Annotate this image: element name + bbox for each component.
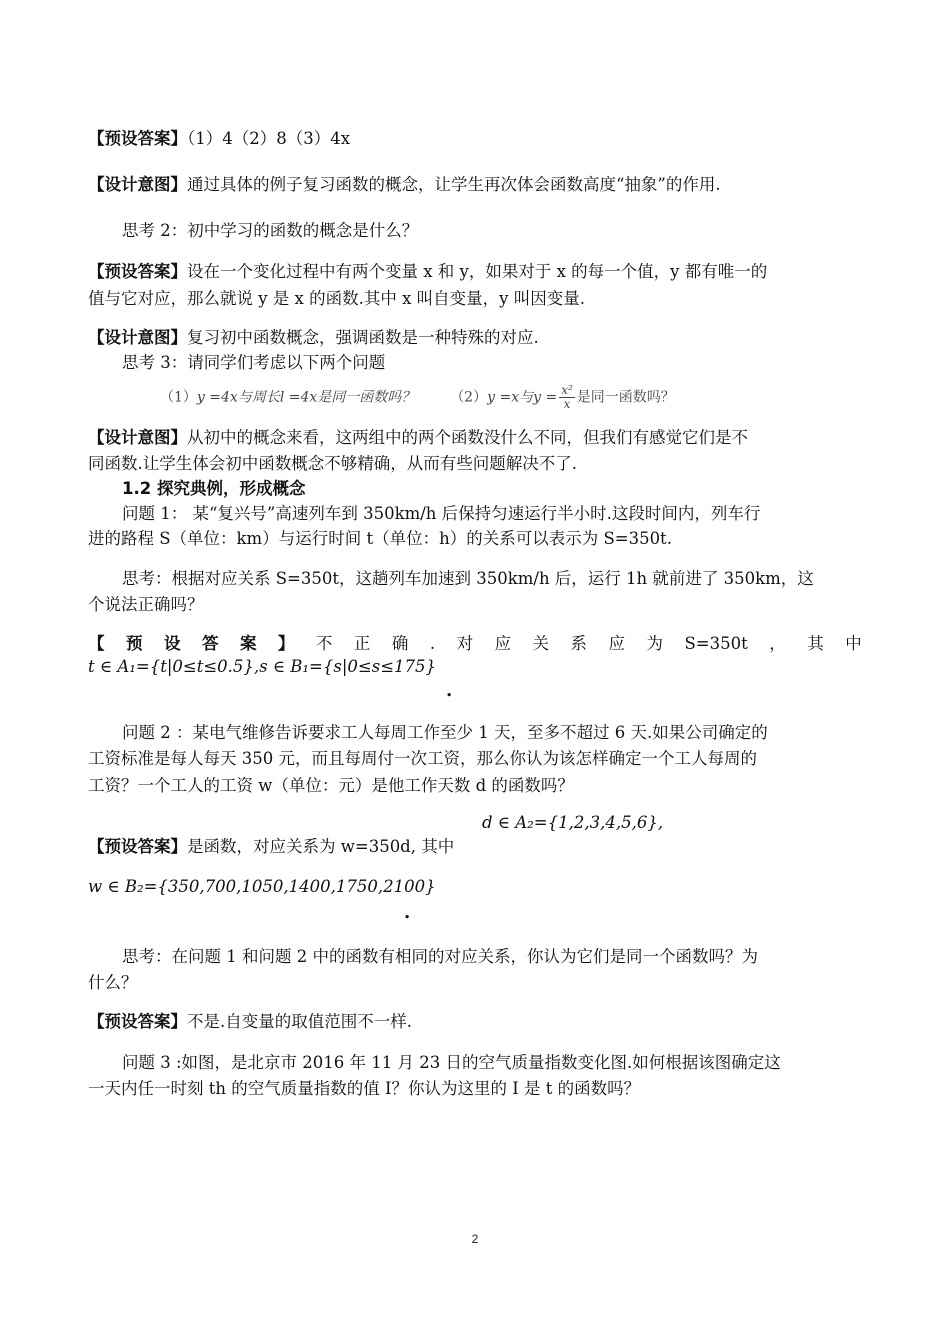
q2-number: （2）	[450, 389, 488, 406]
think-2: 思考 2：初中学习的函数的概念是什么？	[122, 221, 419, 240]
problem-3-line2: 一天内任一时刻 th 的空气质量指数的值 I？你认为这里的 I 是 t 的函数吗？	[88, 1079, 641, 1098]
preset-answer-4	[88, 836, 862, 858]
char: 应	[494, 634, 512, 653]
answer-text: （1）4（2）8（3）4x	[187, 129, 351, 148]
label: 【设计意图】	[88, 175, 187, 194]
char: 不	[315, 634, 333, 653]
label: 【预设答案】	[88, 262, 187, 281]
intent-text: 复习初中函数概念，强调函数是一种特殊的对应.	[187, 328, 539, 347]
char: S=350t	[684, 634, 748, 653]
char: 正	[353, 634, 371, 653]
problem-1-line1: 问题 1： 某“复兴号”高速列车到 350km/h 后保持匀速运行半小时.这段时间内，列车行	[122, 504, 761, 523]
problem-2-line2: 工资标准是每人每天 350 元，而且每周付一次工资，那么你认为该怎样确定一个工人每周的	[88, 749, 757, 768]
think-3: 思考 3：请同学们考虑以下两个问题	[122, 353, 386, 372]
fraction	[559, 384, 575, 411]
think-problem-2-line1: 思考：在问题 1 和问题 2 中的函数有相同的对应关系，你认为它们是同一个函数吗？为	[122, 947, 758, 966]
q2-text-post: 是同一函数吗？	[576, 389, 675, 406]
label: 【预设答案】	[88, 1012, 187, 1031]
think-problem-1-line2: 个说法正确吗？	[88, 595, 204, 614]
label: 【预设答案】	[88, 837, 187, 856]
label: 【预设答案】	[88, 129, 187, 148]
char: 预	[125, 634, 143, 653]
char: ，	[769, 634, 786, 653]
char: 应	[608, 634, 626, 653]
formula-1: t ∈ A₁={t|0≤t≤0.5},s ∈ B₁={s|0≤s≤175}	[88, 657, 437, 676]
page-number: 2	[471, 1232, 479, 1246]
q2-text-pre: y =x与y =	[487, 389, 558, 406]
char: 案	[239, 634, 257, 653]
formula-3: w ∈ B₂={350,700,1050,1400,1750,2100}	[88, 877, 436, 896]
answer-text: 不是.自变量的取值范围不一样.	[187, 1012, 412, 1031]
preset-answer-5	[88, 1011, 862, 1033]
char: 【	[88, 634, 105, 653]
char: .	[429, 634, 436, 653]
q1-text: y =4x与周长l =4x是同一函数吗？	[196, 389, 416, 406]
preset-answer-3	[88, 633, 862, 655]
think-problem-1-line1: 思考：根据对应关系 S=350t，这趟列车加速到 350km/h 后，运行 1h 就前进了 350km，这	[122, 569, 814, 588]
char: 】	[277, 634, 295, 653]
char: 关	[532, 634, 550, 653]
preset-answer-2-line2: 值与它对应，那么就说 y 是 x 的函数.其中 x 叫自变量，y 叫因变量.	[88, 289, 585, 308]
char: 答	[201, 634, 219, 653]
char: 确	[391, 634, 409, 653]
problem-2-line1: 问题 2 ：某电气维修告诉要求工人每周工作至少 1 天，至多不超过 6 天.如果公司确定的	[122, 723, 768, 742]
char: 设	[163, 634, 181, 653]
design-intent-2	[88, 327, 862, 349]
char: 中	[845, 634, 862, 653]
design-intent-3-line1	[88, 427, 862, 449]
preset-answer-2-line1	[88, 261, 862, 283]
problem-2-line3: 工资？一个工人的工资 w（单位：元）是他工作天数 d 的函数吗？	[88, 776, 574, 795]
design-intent-1	[88, 174, 862, 196]
section-heading: 1.2 探究典例，形成概念	[122, 479, 306, 498]
problem-1-line2: 进的路程 S（单位：km）与运行时间 t（单位：h）的关系可以表示为 S=350t.	[88, 529, 672, 548]
think-3-questions	[160, 384, 862, 411]
char: 其	[807, 634, 824, 653]
period-mark: .	[446, 680, 453, 701]
label: 【设计意图】	[88, 328, 187, 347]
design-intent-3-line2: 同函数.让学生体会初中函数概念不够精确，从而有些问题解决不了.	[88, 454, 577, 473]
answer-text: 是函数，对应关系为 w=350d, 其中	[187, 837, 455, 856]
problem-3-line1: 问题 3 :如图，是北京市 2016 年 11 月 23 日的空气质量指数变化图.如何根据该图确定这	[122, 1053, 781, 1072]
period-mark: .	[404, 902, 411, 923]
char: 对	[456, 634, 474, 653]
label: 【设计意图】	[88, 428, 187, 447]
think-problem-2-line2: 什么？	[88, 973, 138, 992]
char: 为	[646, 634, 664, 653]
formula-2: d ∈ A₂={1,2,3,4,5,6},	[482, 813, 664, 832]
intent-text: 通过具体的例子复习函数的概念，让学生再次体会函数高度“抽象”的作用.	[187, 175, 721, 194]
fraction-numerator: x²	[561, 383, 573, 397]
char: 系	[570, 634, 588, 653]
q1-number: （1）	[160, 389, 197, 406]
fraction-denominator: x	[563, 397, 571, 411]
intent-text: 从初中的概念来看，这两组中的两个函数没什么不同，但我们有感觉它们是不	[187, 428, 748, 447]
answer-text: 设在一个变化过程中有两个变量 x 和 y，如果对于 x 的每一个值，y 都有唯一的	[187, 262, 768, 281]
preset-answer-1	[88, 128, 862, 150]
